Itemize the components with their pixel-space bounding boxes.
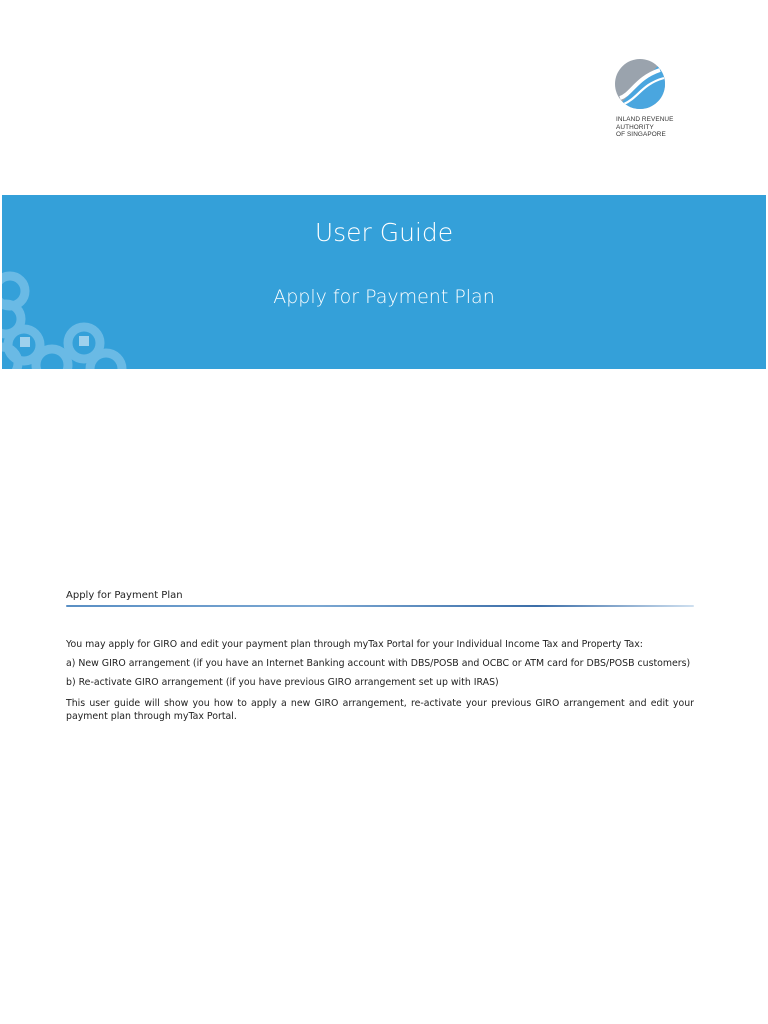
- logo-line-2: AUTHORITY: [616, 123, 654, 131]
- list-item-reactivate-giro: b) Re-activate GIRO arrangement (if you have previous GIRO arrangement set up with IRAS): [66, 677, 499, 688]
- banner-title: User Guide: [314, 218, 454, 247]
- logo-line-1: INLAND REVENUE: [616, 116, 674, 123]
- logo-text: [616, 116, 714, 139]
- section-divider: [66, 605, 694, 607]
- list-item-new-giro: a) New GIRO arrangement (if you have an Internet Banking account with DBS/POSB and OCBC or ATM card for DBS/POSB customers): [66, 658, 691, 669]
- iras-logo: [614, 58, 714, 139]
- summary-paragraph: This user guide will show you how to apply a new GIRO arrangement, re-activate your previous GIRO arrangement and edit your payment plan through myTax Portal.: [66, 698, 694, 722]
- section-header: [66, 590, 694, 607]
- body-content: [66, 638, 694, 729]
- banner-subtitle: Apply for Payment Plan: [273, 286, 495, 308]
- section-title: Apply for Payment Plan: [66, 590, 183, 601]
- intro-paragraph: You may apply for GIRO and edit your payment plan through myTax Portal for your Individual Income Tax and Property Tax:: [66, 639, 643, 650]
- logo-line-3: OF SINGAPORE: [616, 131, 666, 139]
- title-banner: [2, 195, 766, 369]
- iras-logo-icon: [614, 58, 666, 110]
